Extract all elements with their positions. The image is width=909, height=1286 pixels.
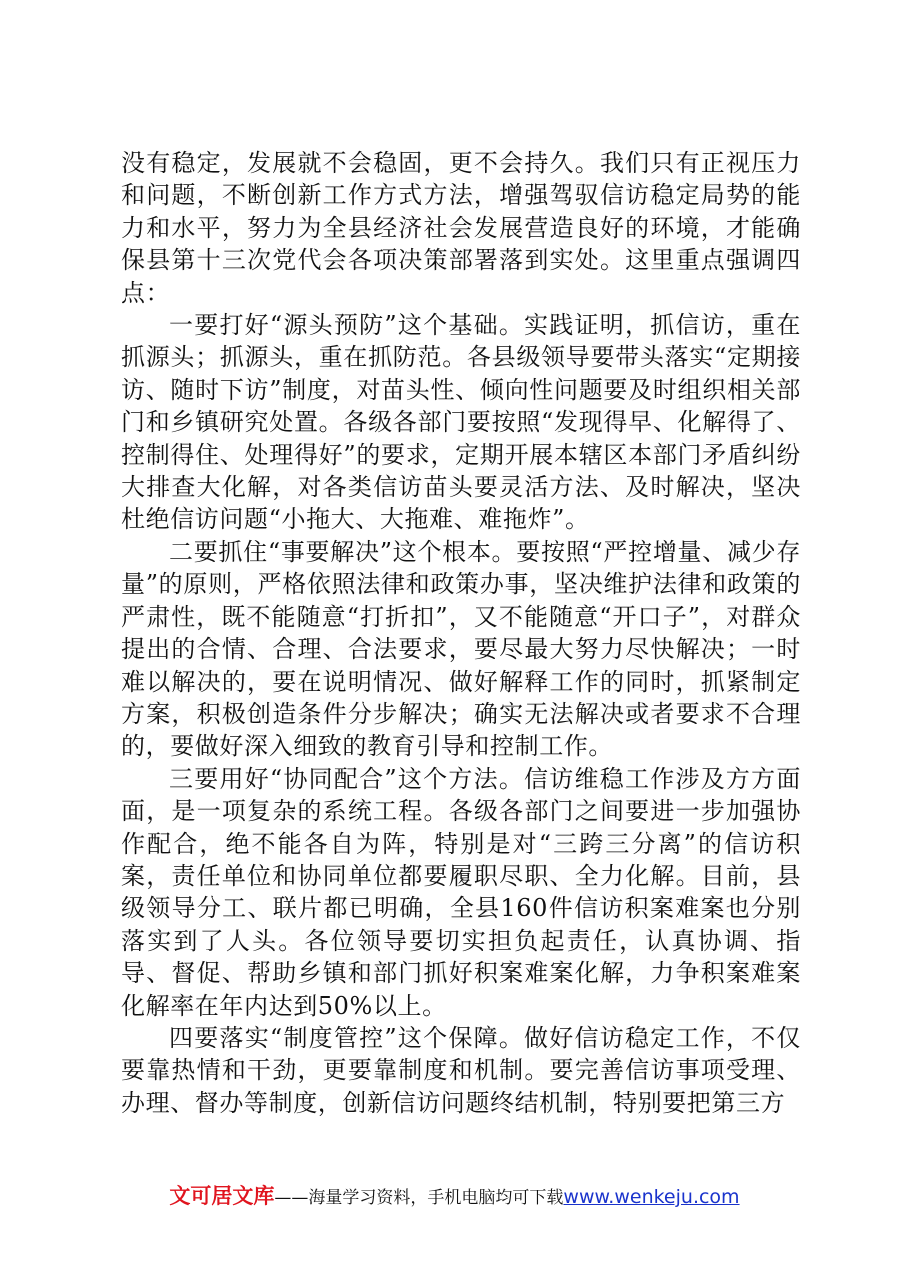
document-body	[121, 147, 801, 1119]
paragraph-intro: 没有稳定，发展就不会稳固，更不会持久。我们只有正视压力和问题，不断创新工作方式方法，增强驾驭信访稳定局势的能力和水平，努力为全县经济社会发展营造良好的环境，才能确保县第十三次党代会各项决策部署落到实处。这里重点强调四点：	[121, 149, 801, 307]
footer-site-link[interactable]: www.wenkeju.com	[563, 1186, 740, 1208]
footer-tagline: ——海量学习资料，手机电脑均可下载	[274, 1188, 564, 1208]
footer-brand: 文可居文库	[169, 1184, 275, 1208]
paragraph-point-2: 二要抓住“事要解决”这个根本。要按照“严控增量、减少存量”的原则，严格依照法律和政策办事，坚决维护法律和政策的严肃性，既不能随意“打折扣”，又不能随意“开口子”，对群众提出的合情、合理、合法要求，要尽最大努力尽快解决；一时难以解决的，要在说明情况、做好解释工作的同时，抓紧制定方案，积极创造条件分步解决；确实无法解决或者要求不合理的，要做好深入细致的教育引导和控制工作。	[121, 537, 801, 761]
footer-banner	[0, 1180, 909, 1210]
paragraph-point-3: 三要用好“协同配合”这个方法。信访维稳工作涉及方方面面，是一项复杂的系统工程。各级各部门之间要进一步加强协作配合，绝不能各自为阵，特别是对“三跨三分离”的信访积案，责任单位和协同单位都要履职尽职、全力化解。目前，县级领导分工、联片都已明确，全县160件信访积案难案也分别落实到了人头。各位领导要切实担负起责任，认真协调、指导、督促、帮助乡镇和部门抓好积案难案化解，力争积案难案化解率在年内达到50%以上。	[121, 764, 801, 1020]
paragraph-point-1: 一要打好“源头预防”这个基础。实践证明，抓信访，重在抓源头；抓源头，重在抓防范。各县级领导要带头落实“定期接访、随时下访”制度，对苗头性、倾向性问题要及时组织相关部门和乡镇研究处置。各级各部门要按照“发现得早、化解得了、控制得住、处理得好”的要求，定期开展本辖区本部门矛盾纠纷大排查大化解，对各类信访苗头要灵活方法、及时解决，坚决杜绝信访问题“小拖大、大拖难、难拖炸”。	[121, 311, 801, 534]
paragraph-point-4: 四要落实“制度管控”这个保障。做好信访稳定工作，不仅要靠热情和干劲，更要靠制度和机制。要完善信访事项受理、办理、督办等制度，创新信访问题终结机制，特别要把第三方	[121, 1023, 801, 1117]
